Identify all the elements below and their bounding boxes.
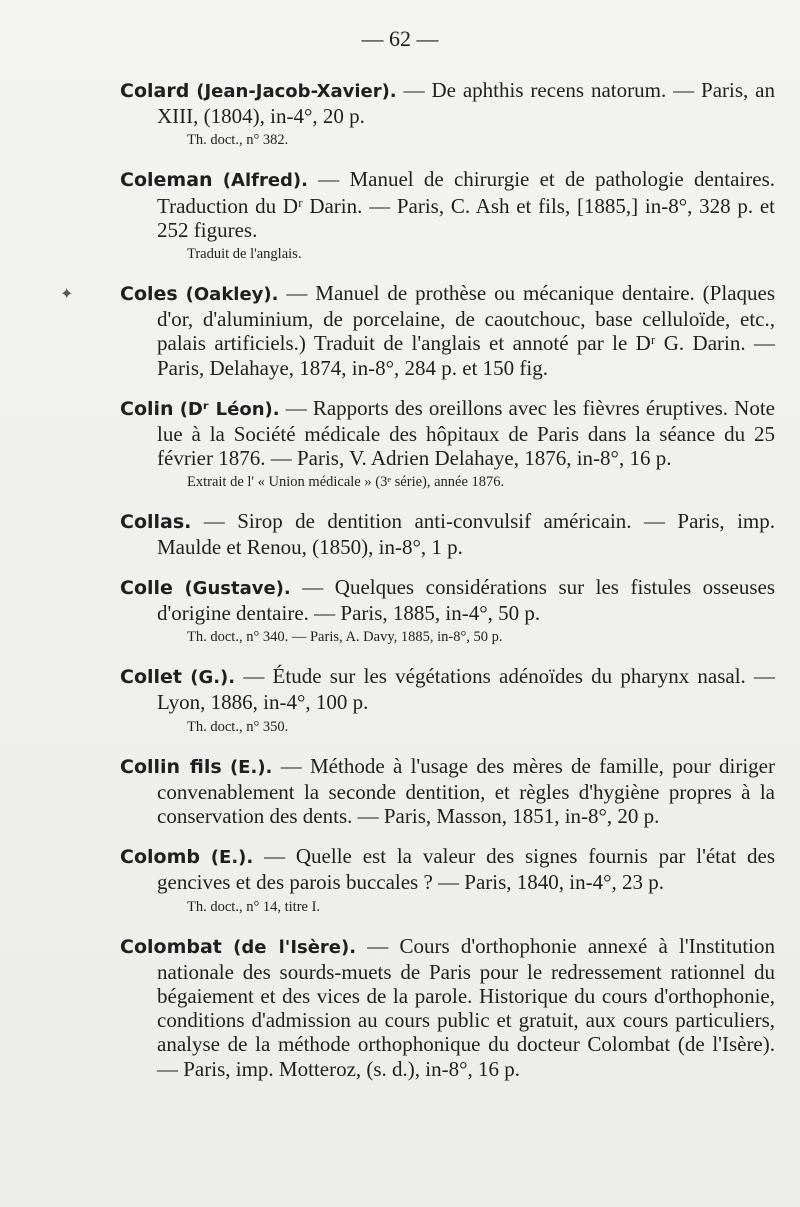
bibliography-entry <box>120 575 775 648</box>
bibliography-entries <box>120 78 775 1097</box>
entry-note: Th. doct., n° 350. <box>187 718 289 735</box>
entry-given-name: (de l'Isère). <box>233 936 357 958</box>
entry-note: Th. doct., n° 340. — Paris, A. Davy, 1885, in-8°, 50 p. <box>187 629 503 646</box>
entry-text: — Quelle est la valeur des signes fournis par l'état des gencives et des parois buccales ? — Paris, 1840, in-4°, 23 p. <box>157 844 775 895</box>
bibliography-entry <box>120 509 775 558</box>
entry-text: — Méthode à l'usage des mères de famille, pour diriger convenablement la seconde dentition, et règles d'hygiène propres à la conservation des dents. — Paris, Masson, 1851, in-8°, 20 p. <box>157 753 775 829</box>
entry-text: — Manuel de prothèse ou mécanique dentaire. (Plaques d'or, d'aluminium, de porcelaine, de caoutchouc, base celluloïde, etc., palais artificiels.) Traduit de l'anglais et annoté par le Dʳ G. Darin. — Paris, Delahaye, 1874, in-8°, 284 p. et 150 fig. <box>157 281 776 380</box>
entry-author: Colard <box>120 80 190 102</box>
entry-given-name: (Gustave). <box>184 577 291 599</box>
entry-note: Traduit de l'anglais. <box>187 246 302 263</box>
entry-author: Coles <box>120 283 178 306</box>
entry-author: Colin <box>120 397 174 420</box>
bibliography-entry <box>120 396 775 494</box>
entry-given-name: (Oakley). <box>185 284 279 306</box>
entry-text: — Sirop de dentition anti-convulsif américain. — Paris, imp. Maulde et Renou, (1850), in-8°, 1 p. <box>157 509 775 559</box>
entry-note: Extrait de l' « Union médicale » (3ᵉ série), année 1876. <box>187 474 505 491</box>
bibliography-entry <box>120 664 775 737</box>
bibliography-entry <box>120 934 775 1081</box>
entry-text: — Étude sur les végétations adénoïdes du pharynx nasal. — Lyon, 1886, in-4°, 100 p. <box>157 664 776 715</box>
entry-text: — Cours d'orthophonie annexé à l'Institution nationale des sourds-muets de Paris pour le redressement rationnel du bégaiement et des vices de la parole. Historique du cours d'orthophonie, conditions d'admission au cours public et gratuit, aux cours particuliers, analyse de la méthode orthophonique du docteur Colombat (de l'Isère). — Paris, imp. Motteroz, (s. d.), in-8°, 16 p. <box>157 933 776 1081</box>
entry-author: Coleman <box>120 169 213 192</box>
entry-text: — Manuel de chirurgie et de pathologie dentaires. Traduction du Dʳ Darin. — Paris, C. Ash et fils, [1885,] in-8°, 328 p. et 252 figures. <box>157 167 775 242</box>
entry-given-name: (E.). <box>210 847 254 869</box>
entry-note: Th. doct., n° 382. <box>187 132 289 149</box>
entry-note: Th. doct., n° 14, titre I. <box>187 898 321 915</box>
entry-given-name: (G.). <box>190 667 236 689</box>
bibliography-entry <box>120 281 775 380</box>
entry-text: — Rapports des oreillons avec les fièvres éruptives. Note lue à la Société médicale des hôpitaux de Paris dans la séance du 25 février 1876. — Paris, V. Adrien Delahaye, 1876, in-8°, 16 p. <box>157 395 775 471</box>
bibliography-entry <box>120 754 775 829</box>
entry-author: Collas. <box>120 511 192 534</box>
entry-author: Colle <box>120 576 173 599</box>
entry-author: Collin fils <box>120 755 222 778</box>
entry-text: — De aphthis recens natorum. — Paris, an XIII, (1804), in-4°, 20 p. <box>157 78 776 129</box>
entry-author: Colombat <box>120 935 222 958</box>
margin-star-icon: ✦ <box>60 284 74 303</box>
entry-text: — Quelques considérations sur les fistules osseuses d'origine dentaire. — Paris, 1885, in-4°, 50 p. <box>157 574 776 626</box>
bibliography-entry <box>120 844 775 917</box>
page-number: — 62 — <box>361 26 439 51</box>
entry-author: Colomb <box>120 846 200 869</box>
entry-given-name: (Alfred). <box>222 170 308 192</box>
entry-given-name: (Jean-Jacob-Xavier). <box>196 81 397 102</box>
bibliography-entry <box>120 78 775 151</box>
bibliography-entry <box>120 167 775 265</box>
entry-given-name: (E.). <box>229 756 273 778</box>
entry-given-name: (Dʳ Léon). <box>179 398 280 420</box>
entry-author: Collet <box>120 666 182 689</box>
